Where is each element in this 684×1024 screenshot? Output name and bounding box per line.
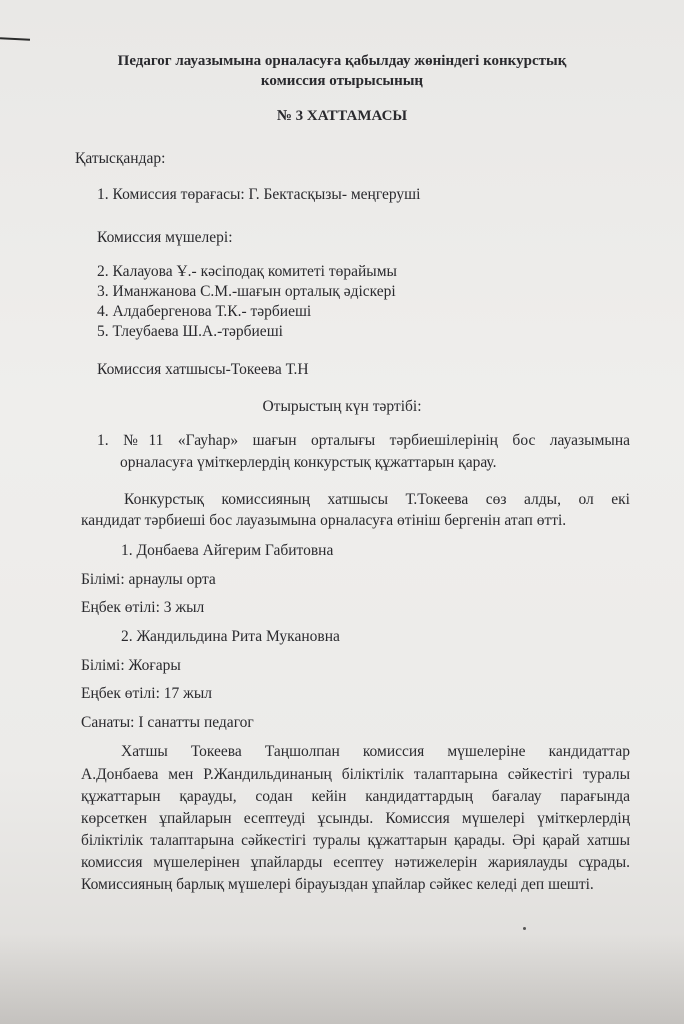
intro-line2: кандидат тәрбиеші бос лауазымына орналасуға өтініш бергенін атап өтті.: [81, 512, 567, 529]
member-item: 5. Тлеубаева Ш.А.-тәрбиеші: [97, 323, 283, 340]
member-item: 3. Иманжанова С.М.-шағын орталық әдіскері: [97, 283, 396, 300]
ink-speck: [523, 927, 526, 930]
final-paragraph-line: Комиссияның барлық мүшелері бірауыздан ұпайлар сәйкес келеді деп шешті.: [81, 876, 594, 893]
intro-line1: Конкурстық комиссияның хатшысы Т.Токеева сөз алды, ол екі: [124, 491, 630, 508]
candidate1-name: 1. Донбаева Айгерим Габитовна: [121, 542, 334, 559]
candidate2-experience: Еңбек өтілі: 17 жыл: [81, 685, 213, 702]
page-shadow: [0, 934, 684, 1024]
final-paragraph-line: А.Донбаева мен Р.Жандильдинаның біліктілік талаптарына сәйкестігі туралы: [81, 766, 630, 783]
agenda-heading: Отырыстың күн тәртібі:: [262, 398, 422, 415]
candidate2-category: Санаты: І санатты педагог: [81, 714, 254, 731]
member-item: 4. Алдабергенова Т.К.- тәрбиеші: [97, 303, 312, 320]
final-paragraph-line: комиссия мүшелерінен ұпайларды есептеу нәтижелерін жариялауды сұрады.: [81, 854, 630, 871]
candidate1-education: Білімі: арнаулы орта: [81, 571, 216, 588]
doc-title-line1: Педагог лауазымына орналасуға қабылдау жөніндегі конкурстық: [117, 53, 567, 69]
doc-title-line2: комиссия отырысының: [260, 73, 424, 89]
agenda-item-line2: орналасуға үміткерлердің конкурстық құжаттарын қарау.: [120, 454, 497, 471]
agenda-item-line1: 1. №11 «Гауһар» шағын орталығы тәрбиешілерінің бос лауазымына: [97, 432, 630, 449]
commission-secretary: Комиссия хатшысы-Токеева Т.Н: [97, 361, 309, 378]
candidate1-experience: Еңбек өтілі: 3 жыл: [81, 599, 205, 616]
participants-heading: Қатысқандар:: [75, 150, 166, 167]
pen-mark: [0, 37, 30, 41]
candidate2-name: 2. Жандильдина Рита Мукановна: [121, 628, 340, 645]
commission-chair: 1. Комиссия төрағасы: Г. Бектасқызы- меңгеруші: [97, 186, 421, 203]
member-item: 2. Калауова Ұ.- кәсіподақ комитеті төрайымы: [97, 263, 397, 280]
members-heading: Комиссия мүшелері:: [97, 229, 233, 246]
final-paragraph-line: біліктілік талаптарына сәйкестігі туралы құжаттарын қарады. Әрі қарай хатшы: [81, 832, 630, 849]
protocol-number: № 3 ХАТТАМАСЫ: [276, 108, 408, 124]
final-paragraph-line: құжаттарын қарауды, содан кейін кандидаттардың бағалау парағында: [81, 788, 630, 805]
final-paragraph-line: Хатшы Токеева Таңшолпан комиссия мүшелеріне кандидаттар: [121, 743, 630, 760]
candidate2-education: Білімі: Жоғары: [81, 657, 181, 674]
final-paragraph-line: көрсеткен ұпайларын есептеуді ұсынды. Комиссия мүшелері үміткерлердің: [81, 810, 630, 827]
